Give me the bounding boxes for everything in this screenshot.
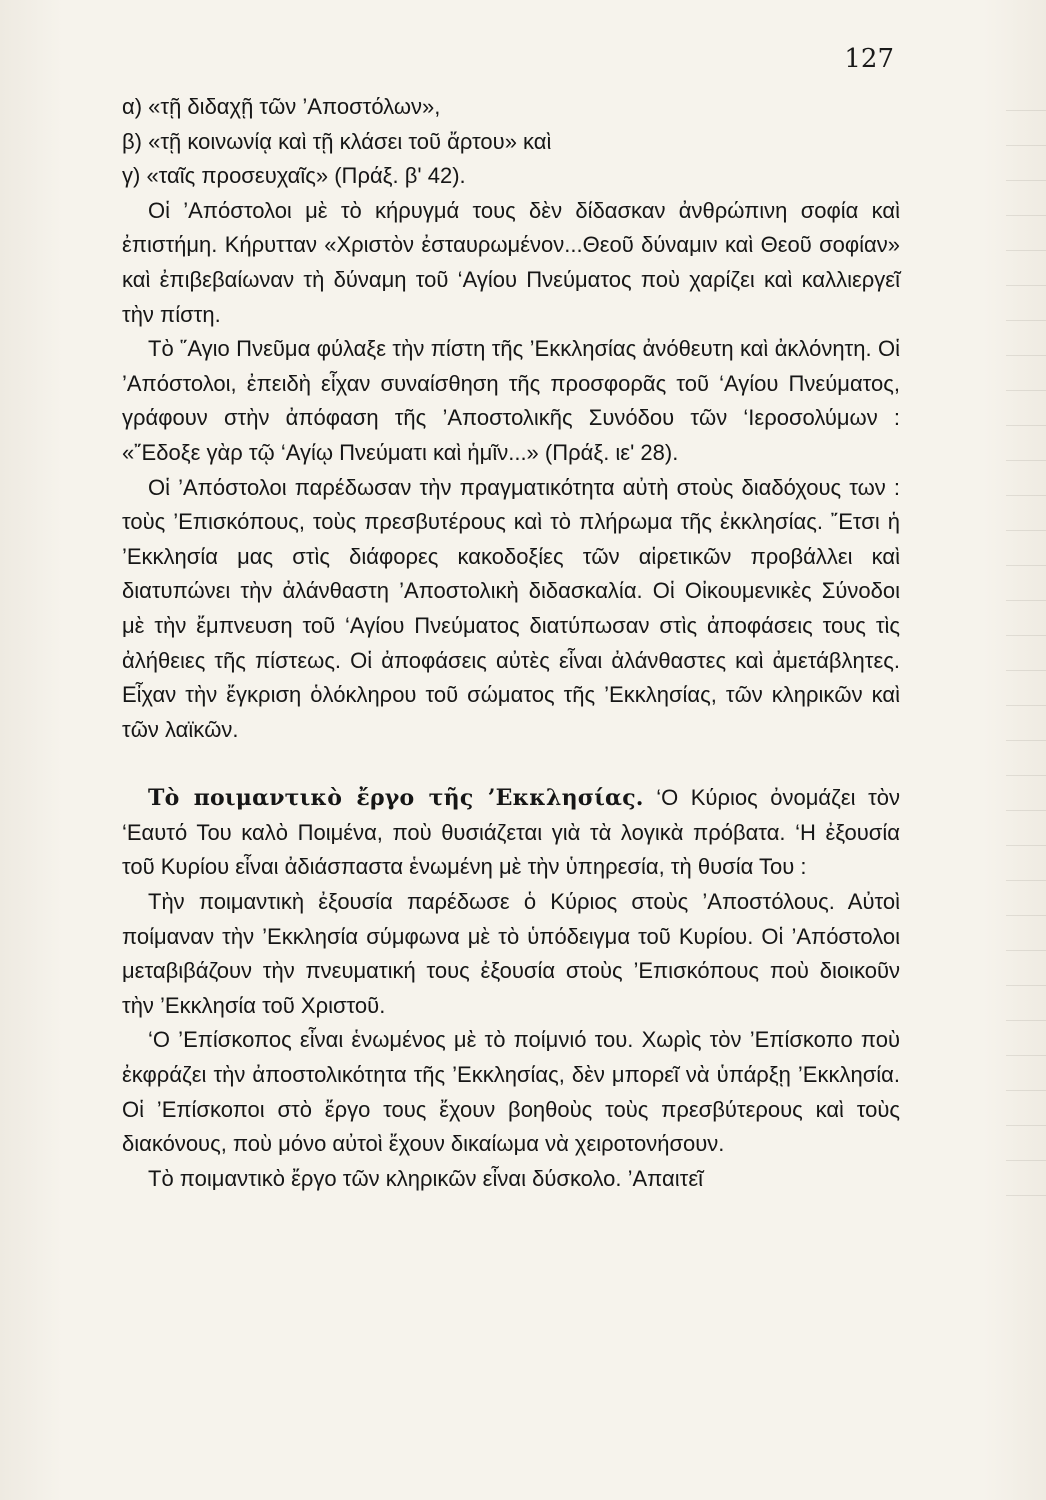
paragraph: Οἱ ’Απόστολοι μὲ τὸ κήρυγμά τους δὲν δίδασκαν ἀνθρώπινη σοφία καὶ ἐπιστήμη. Κήρυτταν «Χριστὸν ἐσταυρωμένον...Θεοῦ δύναμιν καὶ Θεοῦ σοφίαν» καὶ ἐπιβεβαίωναν τὴ δύναμη τοῦ ‘Αγίου Πνεύματος ποὺ χαρίζει καὶ καλλιεργεῖ τὴν πίστη. bbox=[122, 197, 900, 327]
page-number: 127 bbox=[844, 44, 894, 74]
paragraph: Τὴν ποιμαντικὴ ἐξουσία παρέδωσε ὁ Κύριος στοὺς ’Αποστόλους. Αὐτοὶ ποίμαναν τὴν ’Εκκλησία σύμφωνα μὲ τὸ ὑπόδειγμα τοῦ Κυρίου. Οἱ ’Απόστολοι μεταβιβάζουν τὴν πνευματική τους ἐξουσία στοὺς ’Επισκόπους ποὺ διοικοῦν τὴν ’Εκκλησία τοῦ Χριστοῦ. bbox=[122, 889, 900, 1018]
section-intro bbox=[122, 781, 900, 885]
section-spacer bbox=[122, 747, 900, 781]
list-item: γ) «ταῖς προσευχαῖς» (Πράξ. β' 42). bbox=[122, 163, 466, 189]
paragraph: Οἱ ’Απόστολοι παρέδωσαν τὴν πραγματικότητα αὐτὴ στοὺς διαδόχους των : τοὺς ’Επισκόπους, τοὺς πρεσβυτέρους καὶ τὸ πλήρωμα τῆς ἐκκλησίας. ῎Ετσι ἡ ’Εκκλησία μας στὶς διάφορες κακοδοξίες τῶν αἱρετικῶν προβάλλει καὶ διατυπώνει τὴν ἀλάνθαστη ’Αποστολικὴ διδασκαλία. Οἱ Οἰκουμενικὲς Σύνοδοι μὲ τὴν ἔμπνευση τοῦ ‘Αγίου Πνεύματος διατύπωσαν στὶς ἀποφάσεις τους τὶς ἀλήθειες τῆς πίστεως. Οἱ ἀποφάσεις αὐτὲς εἶναι ἀλάνθαστες καὶ ἀμετάβλητες. Εἶχαν τὴν ἔγκριση ὁλόκληρου τοῦ σώματος τῆς ’Εκκλησίας, τῶν κληρικῶν καὶ τῶν λαϊκῶν. bbox=[122, 474, 900, 742]
main-text bbox=[122, 90, 900, 1196]
section-heading-text: ‘Ο Κύριος ὀνομάζει τὸν ‘Εαυτό Του καλὸ Ποιμένα, ποὺ θυσιάζεται γιὰ τὰ λογικὰ πρόβατα. ‘Η ἐξουσία τοῦ Κυρίου εἶναι ἀδιάσπαστα ἑνωμένη μὲ τὴν ὑπηρεσία, τὴ θυσία Του : bbox=[122, 785, 900, 880]
paragraph: ‘Ο ’Επίσκοπος εἶναι ἑνωμένος μὲ τὸ ποίμνιό του. Χωρὶς τὸν ’Επίσκοπο ποὺ ἐκφράζει τὴν ἀποστολικότητα τῆς ’Εκκλησίας, δὲν μπορεῖ νὰ ὑπάρξῃ ’Εκκλησία. Οἱ ’Επίσκοποι στὸ ἔργο τους ἔχουν βοηθοὺς τοὺς πρεσβύτερους καὶ τοὺς διακόνους, ποὺ μόνο αὐτοὶ ἔχουν δικαίωμα νὰ χειροτονήσουν. bbox=[122, 1027, 900, 1157]
section-heading: Τὸ ποιμαντικὸ ἔργο τῆς ’Εκκλησίας. bbox=[148, 785, 644, 812]
paragraph: Τὸ ποιμαντικὸ ἔργο τῶν κληρικῶν εἶναι δύσκολο. ’Απαιτεῖ bbox=[148, 1165, 704, 1191]
paragraph: Τὸ ῞Αγιο Πνεῦμα φύλαξε τὴν πίστη τῆς ’Εκκλησίας ἀνόθευτη καὶ ἀκλόνητη. Οἱ ’Απόστολοι, ἐπειδὴ εἶχαν συναίσθηση τῆς προσφορᾶς τοῦ ‘Αγίου Πνεύματος, γράφουν στὴν ἀπόφαση τῆς ’Αποστολικῆς Συνόδου τῶν ‘Ιεροσολύμων : «῎Εδοξε γὰρ τῷ ‘Αγίῳ Πνεύματι καὶ ἡμῖν...» (Πράξ. ιε' 28). bbox=[122, 336, 900, 465]
show-through-shadow bbox=[1006, 110, 1046, 1210]
list-item: β) «τῇ κοινωνίᾳ καὶ τῇ κλάσει τοῦ ἄρτου» καὶ bbox=[122, 128, 552, 154]
list-item: α) «τῇ διδαχῇ τῶν ’Αποστόλων», bbox=[122, 94, 441, 119]
